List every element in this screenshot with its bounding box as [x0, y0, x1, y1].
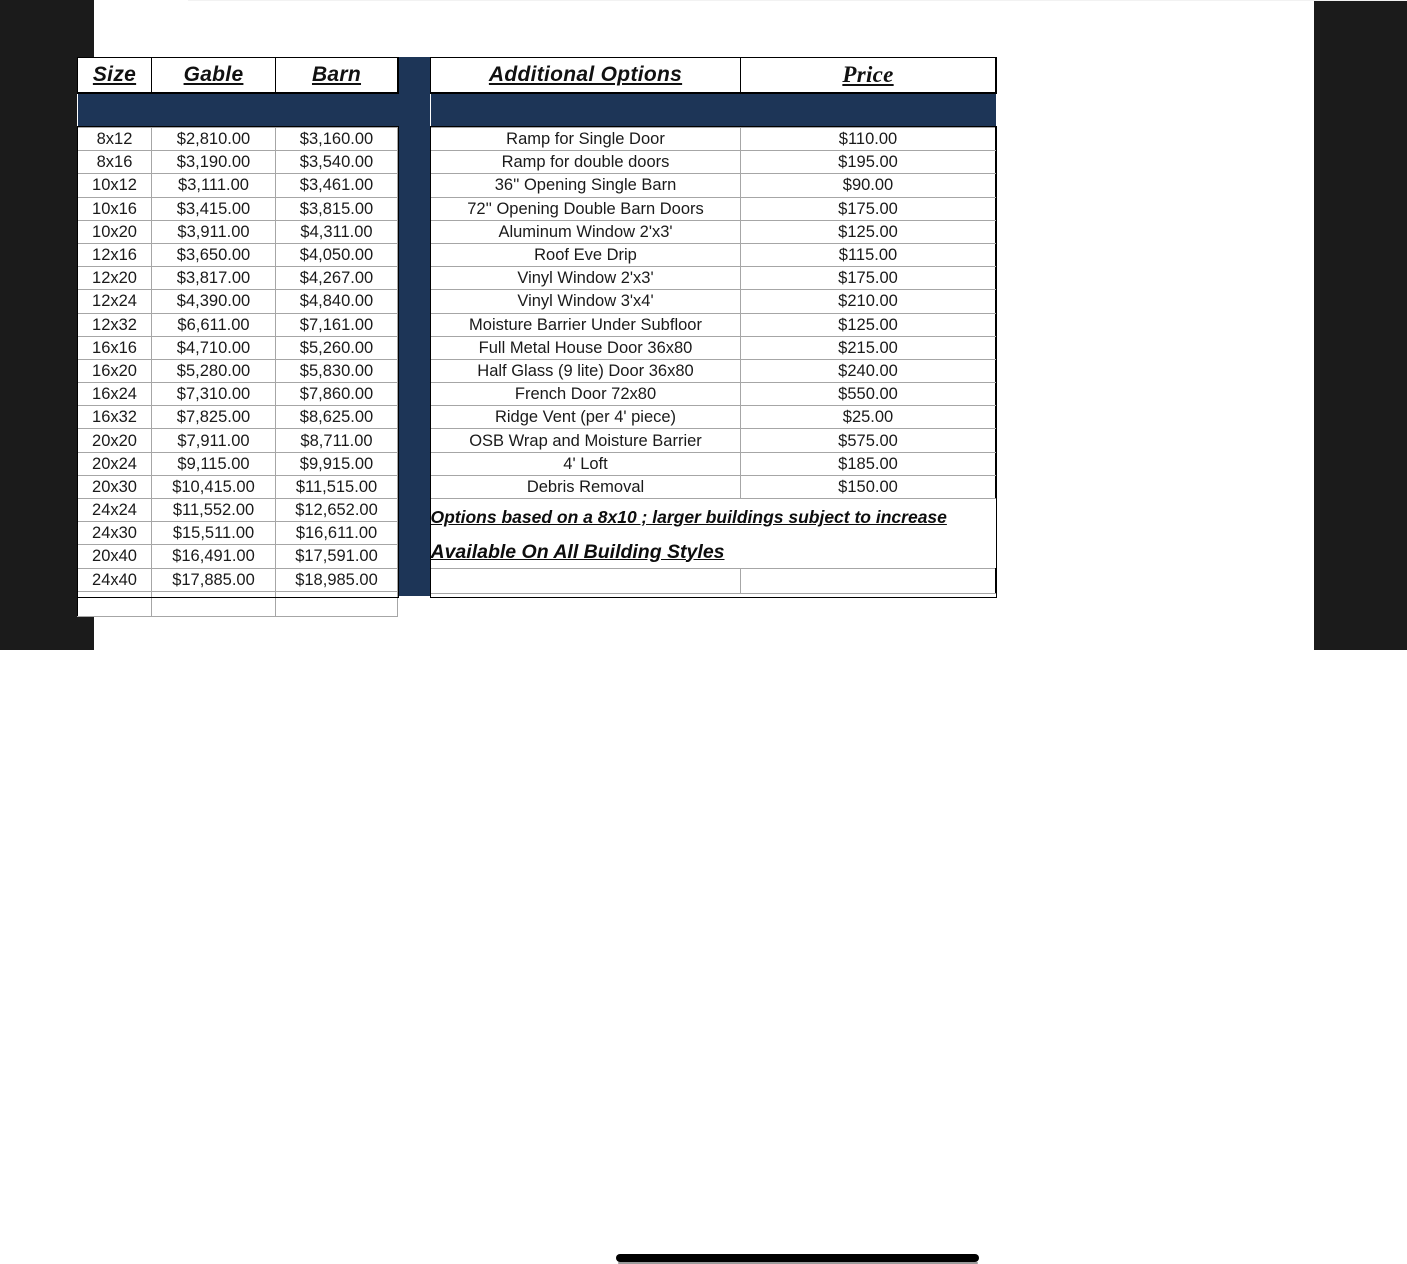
header-cell-price [741, 58, 996, 93]
cell-option: 72'' Opening Double Barn Doors [431, 197, 741, 220]
header-cell-barn [276, 58, 398, 93]
table-row [78, 475, 398, 498]
note-text-options-basis: Options based on a 8x10 ; larger buildings subject to increase [430, 507, 947, 527]
cell-size: 24x40 [78, 568, 152, 591]
cell-size: 24x30 [78, 522, 152, 545]
cell-gable: $4,390.00 [152, 290, 276, 313]
cell-size: 10x16 [78, 197, 152, 220]
note-cell-2 [431, 536, 996, 569]
cell-price: $110.00 [741, 128, 996, 151]
cell-price: $185.00 [741, 452, 996, 475]
cell-size: 10x12 [78, 174, 152, 197]
table-row [78, 336, 398, 359]
cell-gable: $16,491.00 [152, 545, 276, 568]
cell-option: Half Glass (9 lite) Door 36x80 [431, 359, 741, 382]
table-row [78, 220, 398, 243]
cell-size: 8x12 [78, 128, 152, 151]
cell-gable: $3,190.00 [152, 151, 276, 174]
cell-size: 8x16 [78, 151, 152, 174]
cell-size: 16x16 [78, 336, 152, 359]
table-row [78, 429, 398, 452]
table-row [431, 243, 996, 266]
cell-option: French Door 72x80 [431, 383, 741, 406]
cell-price: $175.00 [741, 267, 996, 290]
cell-option: Ramp for Single Door [431, 128, 741, 151]
cell-option: 4' Loft [431, 452, 741, 475]
table-row [431, 475, 996, 498]
cell-size: 20x20 [78, 429, 152, 452]
cell-option: Ridge Vent (per 4' piece) [431, 406, 741, 429]
cell-gable: $7,825.00 [152, 406, 276, 429]
cell-gable: $5,280.00 [152, 359, 276, 382]
cell-barn: $8,711.00 [276, 429, 398, 452]
cell-barn: $5,260.00 [276, 336, 398, 359]
cell-size: 20x30 [78, 475, 152, 498]
table-row [431, 406, 996, 429]
right-header-row [431, 58, 996, 93]
cell-gable [152, 591, 276, 616]
table-row [78, 568, 398, 591]
cell-barn: $11,515.00 [276, 475, 398, 498]
cell-barn: $16,611.00 [276, 522, 398, 545]
cell-barn: $17,591.00 [276, 545, 398, 568]
cell-price: $125.00 [741, 313, 996, 336]
cell-size: 12x20 [78, 267, 152, 290]
cell-size: 12x16 [78, 243, 152, 266]
cell-price: $25.00 [741, 406, 996, 429]
horizontal-scrollbar-thumb[interactable] [616, 1254, 979, 1262]
cell-price: $175.00 [741, 197, 996, 220]
cell-price: $215.00 [741, 336, 996, 359]
cell-barn: $4,050.00 [276, 243, 398, 266]
note-cell-1 [431, 499, 996, 537]
cell-barn: $5,830.00 [276, 359, 398, 382]
cell-option: Debris Removal [431, 475, 741, 498]
cell-barn: $3,160.00 [276, 128, 398, 151]
cell-price: $550.00 [741, 383, 996, 406]
cell-barn: $12,652.00 [276, 499, 398, 522]
table-row [431, 336, 996, 359]
size-price-table [77, 57, 398, 617]
table-row [431, 174, 996, 197]
table-row [78, 359, 398, 382]
cell-gable: $15,511.00 [152, 522, 276, 545]
table-row [78, 383, 398, 406]
table-row [78, 452, 398, 475]
cell-option: Aluminum Window 2'x3' [431, 220, 741, 243]
cell-size: 24x24 [78, 499, 152, 522]
header-cell-gable [152, 58, 276, 93]
cell-price: $150.00 [741, 475, 996, 498]
cell-gable: $3,111.00 [152, 174, 276, 197]
table-row [78, 174, 398, 197]
table-row [431, 290, 996, 313]
table-row [78, 128, 398, 151]
cell-price: $125.00 [741, 220, 996, 243]
cell-barn [276, 591, 398, 616]
cell-size: 20x40 [78, 545, 152, 568]
table-row [431, 429, 996, 452]
cell-gable: $17,885.00 [152, 568, 276, 591]
cell-barn: $9,915.00 [276, 452, 398, 475]
cell-option: Roof Eve Drip [431, 243, 741, 266]
cell-price [741, 569, 996, 594]
table-row [78, 406, 398, 429]
navy-spacer-cell [78, 93, 398, 128]
left-header-row [78, 58, 398, 93]
horizontal-scrollbar-track[interactable] [94, 626, 1314, 638]
cell-price: $240.00 [741, 359, 996, 382]
header-label-barn: Barn [311, 63, 362, 86]
cell-gable: $3,415.00 [152, 197, 276, 220]
cell-size: 16x24 [78, 383, 152, 406]
left-navy-spacer-row [78, 93, 398, 128]
table-row [78, 313, 398, 336]
cell-price: $195.00 [741, 151, 996, 174]
table-row [431, 267, 996, 290]
right-blank-row [431, 569, 996, 594]
right-navy-spacer-row [431, 93, 996, 128]
table-row [78, 591, 398, 616]
cell-option: Full Metal House Door 36x80 [431, 336, 741, 359]
cell-gable: $3,650.00 [152, 243, 276, 266]
header-label-size: Size [92, 63, 137, 86]
cell-price: $115.00 [741, 243, 996, 266]
note-text-availability: Available On All Building Styles [430, 540, 725, 563]
cell-barn: $4,267.00 [276, 267, 398, 290]
cell-gable: $4,710.00 [152, 336, 276, 359]
header-cell-additional-options [431, 58, 741, 93]
cell-gable: $11,552.00 [152, 499, 276, 522]
cell-option [431, 569, 741, 594]
table-row [431, 452, 996, 475]
cell-size: 12x24 [78, 290, 152, 313]
cell-size: 20x24 [78, 452, 152, 475]
cell-option: Ramp for double doors [431, 151, 741, 174]
table-row [431, 383, 996, 406]
cell-barn: $3,461.00 [276, 174, 398, 197]
cell-gable: $10,415.00 [152, 475, 276, 498]
options-price-table [430, 57, 996, 594]
table-row [78, 290, 398, 313]
page-top-edge [188, 0, 1407, 1]
table-row [78, 545, 398, 568]
cell-option: Vinyl Window 2'x3' [431, 267, 741, 290]
cell-gable: $7,310.00 [152, 383, 276, 406]
cell-barn: $8,625.00 [276, 406, 398, 429]
cell-option: Moisture Barrier Under Subfloor [431, 313, 741, 336]
cell-price: $210.00 [741, 290, 996, 313]
header-cell-size [78, 58, 152, 93]
cell-size: 16x20 [78, 359, 152, 382]
cell-barn: $18,985.00 [276, 568, 398, 591]
table-row [431, 151, 996, 174]
table-row [78, 267, 398, 290]
header-label-price: Price [842, 62, 894, 87]
cell-size: 16x32 [78, 406, 152, 429]
cell-barn: $7,860.00 [276, 383, 398, 406]
cell-option: OSB Wrap and Moisture Barrier [431, 429, 741, 452]
cell-gable: $3,911.00 [152, 220, 276, 243]
cell-size: 12x32 [78, 313, 152, 336]
cell-price: $575.00 [741, 429, 996, 452]
navy-vertical-divider [397, 57, 430, 596]
table-row [78, 243, 398, 266]
cell-gable: $6,611.00 [152, 313, 276, 336]
cell-barn: $7,161.00 [276, 313, 398, 336]
cell-gable: $3,817.00 [152, 267, 276, 290]
cell-barn: $3,815.00 [276, 197, 398, 220]
header-label-additional-options: Additional Options [488, 63, 683, 86]
price-table [77, 57, 995, 596]
table-row [431, 359, 996, 382]
cell-gable: $7,911.00 [152, 429, 276, 452]
cell-barn: $3,540.00 [276, 151, 398, 174]
cell-size: 10x20 [78, 220, 152, 243]
cell-price: $90.00 [741, 174, 996, 197]
cell-barn: $4,311.00 [276, 220, 398, 243]
cell-gable: $9,115.00 [152, 452, 276, 475]
table-row [431, 313, 996, 336]
cell-size [78, 591, 152, 616]
cell-gable: $2,810.00 [152, 128, 276, 151]
table-row [78, 197, 398, 220]
navy-spacer-cell [431, 93, 996, 128]
table-row [78, 522, 398, 545]
cell-barn: $4,840.00 [276, 290, 398, 313]
table-row [431, 197, 996, 220]
table-row [78, 151, 398, 174]
note-row-2 [431, 536, 996, 569]
right-letterbox-band [1314, 0, 1407, 650]
table-row [78, 499, 398, 522]
table-row [431, 220, 996, 243]
cell-option: 36'' Opening Single Barn [431, 174, 741, 197]
header-label-gable: Gable [183, 63, 244, 86]
note-row-1 [431, 499, 996, 537]
table-row [431, 128, 996, 151]
cell-option: Vinyl Window 3'x4' [431, 290, 741, 313]
